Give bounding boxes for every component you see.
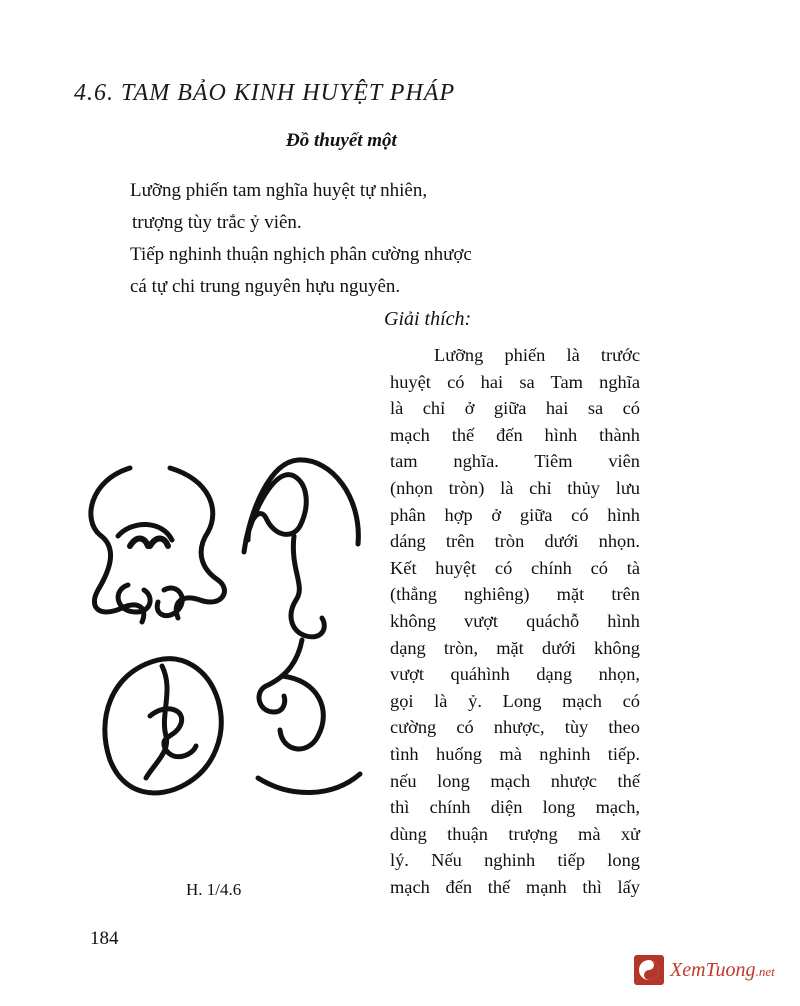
- yin-yang-icon: [634, 955, 664, 985]
- diagram-bowl: [258, 774, 360, 793]
- explanation-line: không vượt quáchỗ hình: [390, 610, 640, 631]
- explanation-line: lý. Nếu nghinh tiếp long: [390, 850, 640, 871]
- diagram-arm-right: [170, 468, 224, 618]
- page-number: 184: [90, 928, 119, 949]
- diagram-cup: [280, 676, 323, 749]
- explanation-line: dạng tròn, mặt dưới không: [390, 637, 640, 658]
- poem-line: Tiếp nghinh thuận nghịch phân cường nhược: [130, 244, 472, 265]
- explanation-line: tình huống mà nghinh tiếp.: [390, 743, 640, 764]
- figure-caption: H. 1/4.6: [186, 880, 242, 899]
- diagram-subtitle: Đồ thuyết một: [286, 130, 397, 151]
- explanation-line: phân hợp ở giữa có hình: [390, 504, 640, 525]
- explanation-line: (thẳng nghiêng) mặt trên: [390, 584, 640, 605]
- poem-line: cá tự chi trung nguyên hựu nguyên.: [130, 276, 401, 297]
- explanation-line: mạch thế đến hình thành: [390, 424, 640, 445]
- explanation-heading: Giải thích:: [384, 308, 472, 330]
- watermark-text: XemTuong.net: [670, 958, 775, 981]
- diagram-drop-line: [146, 666, 167, 778]
- explanation-line: dùng thuận trượng mà xử: [390, 823, 640, 844]
- explanation-line: tam nghĩa. Tiêm viên: [390, 451, 640, 472]
- explanation-line: mạch đến thế mạnh thì lấy: [390, 876, 640, 897]
- explanation-line: cường có nhược, tùy theo: [390, 717, 640, 738]
- explanation-line: (nhọn tròn) là chỉ thủy lưu: [390, 477, 640, 498]
- poem-line: Lưỡng phiến tam nghĩa huyệt tự nhiên,: [130, 180, 428, 201]
- explanation-line: là chỉ ở giữa hai sa có: [390, 398, 640, 419]
- explanation-line: vượt quáhình dạng nhọn,: [390, 664, 640, 685]
- diagram-drop-coil: [150, 709, 196, 757]
- explanation-body: [390, 342, 640, 900]
- section-title: 4.6. TAM BẢO KINH HUYỆT PHÁP: [74, 80, 456, 106]
- watermark: [634, 952, 794, 988]
- poem-line: trượng tùy trắc ỷ viên.: [132, 212, 302, 233]
- explanation-line: thì chính diện long mạch,: [390, 797, 640, 818]
- explanation-line: huyệt có hai sa Tam nghĩa: [390, 371, 640, 392]
- terrain-diagram-icon: [70, 440, 370, 860]
- explanation-line: Kết huyệt có chính có tà: [390, 557, 640, 578]
- explanation-line: nếu long mạch nhược thế: [390, 770, 640, 791]
- poem-block: [130, 175, 472, 303]
- explanation-line: dáng trên tròn dưới nhọn.: [390, 531, 640, 552]
- explanation-line: gọi là ỷ. Long mạch có: [390, 690, 640, 711]
- diagram-bumps: [130, 539, 168, 547]
- diagram-basin: [118, 585, 182, 616]
- explanation-line: Lưỡng phiến là trước: [434, 345, 640, 365]
- diagram-ridge: [291, 536, 324, 637]
